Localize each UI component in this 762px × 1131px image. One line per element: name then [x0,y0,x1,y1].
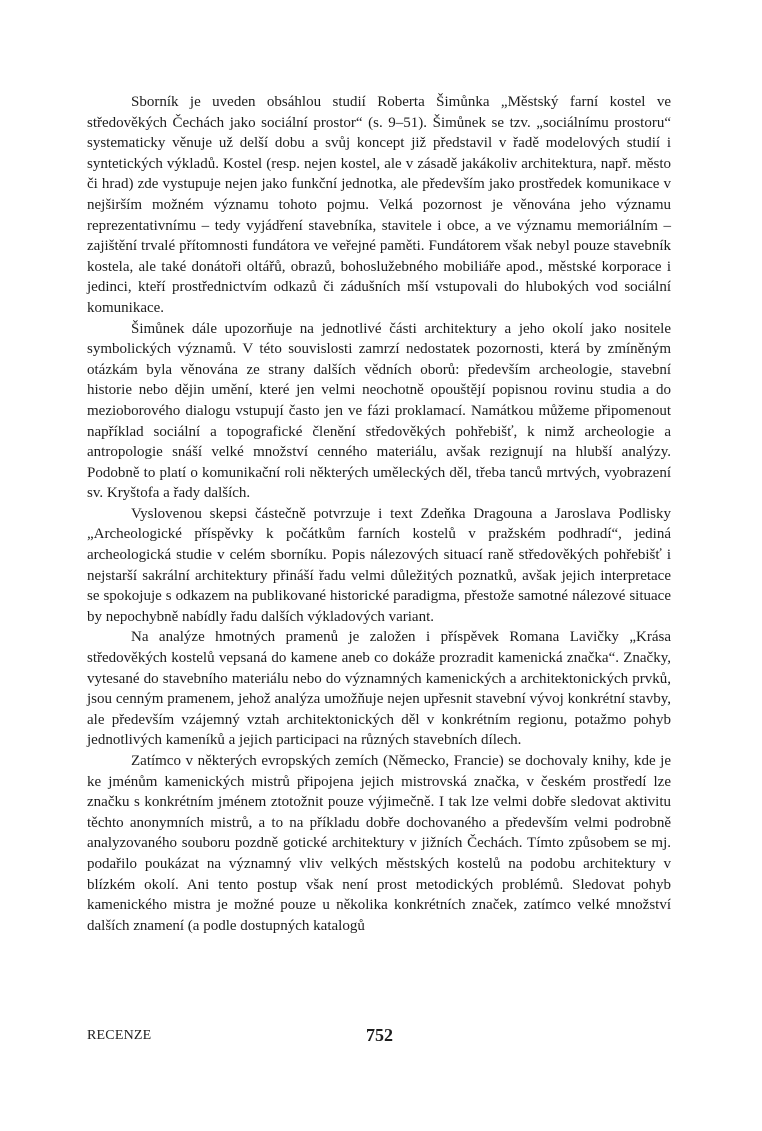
paragraph-symbolic-meanings: Šimůnek dále upozorňuje na jednotlivé části architektury a jeho okolí jako nositele symbolických významů. V této souvislosti zamrzí nedostatek pozornosti, která by zmíněným otázkám byla věnována ze strany dalších vědních oborů: především archeologie, stavební historie nebo dějin umění, které jen velmi neochotně opouštějí popisnou rovinu studia a do mezioborového dialogu vstupují často jen ve fázi proklamací. Namátkou můžeme připomenout například sociální a topografické členění středověkých pohřebišť, k nimž archeologie a antropologie snáší velké množství cenného materiálu, avšak rezignují na hlubší analýzy. Podobně to platí o komunikační roli některých uměleckých děl, třeba tanců mrtvých, vyobrazení sv. Kryštofa a řady dalších. [87,320,671,502]
review-text-body [87,92,671,936]
paragraph-stonemason-marks: Zatímco v některých evropských zemích (Německo, Francie) se dochovaly knihy, kde je ke jménům kamenických mistrů připojena jejich mistrovská značka, v českém prostředí lze značku s konkrétním jménem ztotožnit pouze výjimečně. I tak lze velmi dobře sledovat aktivitu těchto anonymních mistrů, a to na příkladu dobře dochovaného a především velmi podrobně analyzovaného souboru pozdně gotické architektury v jižních Čechách. Tímto způsobem se mj. podařilo poukázat na významný vliv velkých městských kostelů na podobu architektury v blízkém okolí. Ani tento postup však není prost metodických problémů. Sledovat pohyb kamenického mistra je možné pouze u několika konkrétních značek, zatímco velké množství dalších znamení (a podle dostupných katalogů [87,753,671,934]
paragraph-lavicka-study: Na analýze hmotných pramenů je založen i příspěvek Romana Lavičky „Krása středověkých kostelů vepsaná do kamene aneb co dokáže prozradit kamenická značka“. Značky, vytesané do stavebního materiálu nebo do významných kamenických a architektonických prvků, jsou cenným pramenem, jehož analýza umožňuje nejen upřesnit stavební vývoj konkrétní stavby, ale především vzájemný vztah architektonických děl v konkrétním regionu, potažmo pohyb jednotlivých kameníků a jejich participaci na různých stavebních dílech. [87,629,671,749]
paragraph-simunek-study: Sborník je uveden obsáhlou studií Roberta Šimůnka „Městský farní kostel ve středověkých Čechách jako sociální prostor“ (s. 9–51). Šimůnek se tzv. „sociálnímu prostoru“ systematicky věnuje už delší dobu a svůj koncept již představil v řadě modelových studií i syntetických výkladů. Kostel (resp. nejen kostel, ale v zásadě jakákoliv architektura, např. město či hrad) zde vystupuje nejen jako funkční jednotka, ale především jako prostředek komunikace v nejširším možném významu tohoto pojmu. Velká pozornost je věnována jeho významu reprezentativnímu – tedy vyjádření stavebníka, stavitele i obce, a ve významu memoriálním – zajištění trvalé přítomnosti fundátora ve veřejné paměti. Fundátorem však nebyl pouze stavebník kostela, ale také donátoři oltářů, obrazů, bohoslužebného mobiliáře apod., městské korporace i jedinci, kteří prostřednictvím odkazů či zádušních mší vstupovali do hlubokých vod sociální komunikace. [87,94,671,316]
paragraph-dragoun-podliska-study: Vyslovenou skepsi částečně potvrzuje i text Zdeňka Dragouna a Jaroslava Podlisky „Archeologické příspěvky k počátkům farních kostelů v pražském podhradí“, jediná archeologická studie v celém sborníku. Popis nálezových situací raně středověkých pohřebišť i nejstarší sakrální architektury přináší řadu velmi důležitých poznatků, avšak jejich interpretace se spokojuje s odkazem na publikované historické paradigma, přestože samotné nálezové situace by nepochybně nabídly řadu dalších výkladových variant. [87,505,671,625]
section-label: RECENZE [87,1028,152,1043]
page-footer [87,1025,671,1049]
page-number: 752 [366,1025,393,1045]
